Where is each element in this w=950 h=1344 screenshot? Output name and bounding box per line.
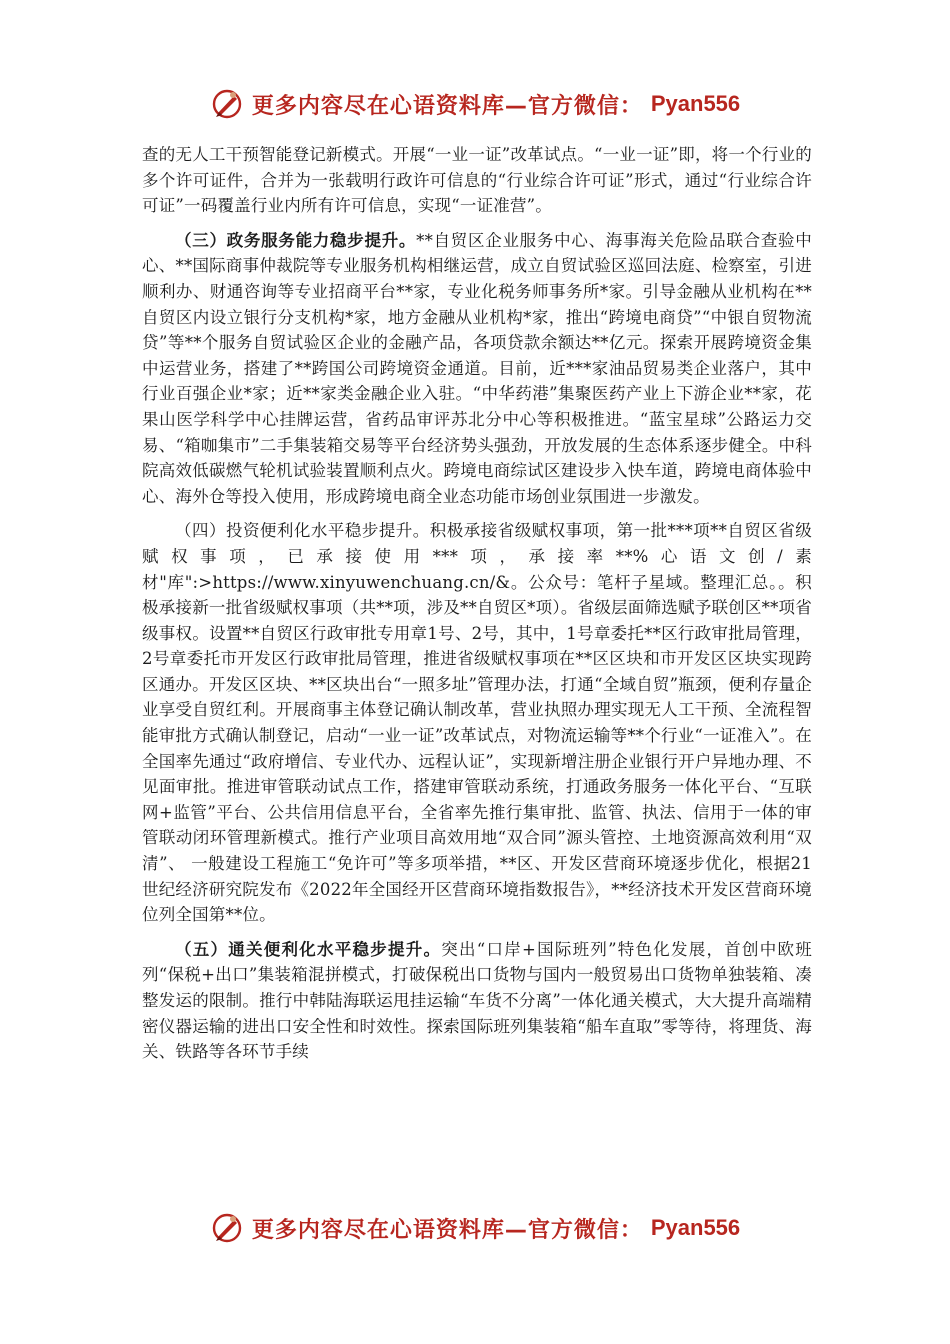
section-heading-3: （三）政务服务能力稳步提升。 (175, 230, 417, 250)
watermark-text: 更多内容尽在心语资料库—官方微信： (251, 93, 643, 119)
paragraph-4-text: 突出“口岸+国际班列”特色化发展，首创中欧班列“保税+出口”集装箱混拼模式，打破保税出口货物与国内一般贸易出口货物单独装箱、凑整发运的限制。推行中韩陆海联运甩挂运输“车货不分离”一体化通关模式，大大提升高端精密仪器运输的进出口安全性和时效性。探索国际班列集装箱“船车直取”零等待，将理货、海关、铁路等各环节手续 (142, 939, 812, 1062)
paragraph-1-text: 查的无人工干预智能登记新模式。开展“一业一证”改革试点。“一业一证”即，将一个行业的多个许可证件，合并为一张载明行政许可信息的“行业综合许可证”形式，通过“行业综合许可证”一码覆盖行业内所有许可信息，实现“一证准营”。 (142, 145, 812, 216)
document-body (142, 142, 812, 1065)
paragraph-3-text: （四）投资便利化水平稳步提升。积极承接省级赋权事项，第一批***项**自贸区省级赋权事项，已承接使用***项，承接率**%心语文创/素材"库":>https://www.xinyuwenchuang.cn/&。公众号：笔杆子星域。整理汇总。。积极承接新一批省级赋权事项（共**项，涉及**自贸区*项）。省级层面筛选赋予联创区**项省级事权。设置**自贸区行政审批专用章1号、2号，其中，1号章委托**区行政审批局管理，2号章委托市开发区行政审批局管理，推进省级赋权事项在**区区块和市开发区区块实现跨区通办。开发区区块、**区块出台“一照多址”管理办法，打通“全域自贸”瓶颈，便利存量企业享受自贸红利。开展商事主体登记确认制改革，营业执照办理实现无人工干预、全流程智能审批方式确认制登记，启动“一业一证”改革试点，对物流运输等**个行业“一证准入”。在全国率先通过“政府增信、专业代办、远程认证”，实现新增注册企业银行开户异地办理、不见面审批。推进审管联动试点工作，搭建审管联动系统，打通政务服务一体化平台、“互联网+监管”平台、公共信用信息平台，全省率先推行集审批、监管、执法、信用于一体的审管联动闭环管理新模式。推行产业项目高效用地“双合同”源头管控、土地资源高效利用“双清”、 一般建设工程施工“免许可”等多项举措，**区、开发区营商环境逐步优化，根据21世纪经济研究院发布《2022年全国经开区营商环境指数报告》，**经济技术开发区营商环境位列全国第**位。 (142, 521, 812, 925)
paragraph-2-text: **自贸区企业服务中心、海事海关危险品联合查验中心、**国际商事仲裁院等专业服务机构相继运营，成立自贸试验区巡回法庭、检察室，引进顺利办、财通咨询等专业招商平台**家，专业化税务师事务所*家。引导金融从业机构在**自贸区内设立银行分支机构*家，地方金融从业机构*家，推出“跨境电商贷”“中银自贸物流贷”等**个服务自贸试验区企业的金融产品，各项贷款余额达**亿元。探索开展跨境资金集中运营业务，搭建了**跨国公司跨境资金通道。目前，近***家油品贸易类企业落户，其中行业百强企业*家；近**家类金融企业入驻。“中华药港”集聚医药产业上下游企业**家，花果山医学科学中心挂牌运营，省药品审评苏北分中心等积极推进。“蓝宝星球”公路运力交易、“箱咖集市”二手集装箱交易等平台经济势头强劲，开放发展的生态体系逐步健全。中科院高效低碳燃气轮机试验装置顺利点火。跨境电商综试区建设步入快车道，跨境电商体验中心、海外仓等投入使用，形成跨境电商全业态功能市场创业氛围进一步激发。 (142, 230, 812, 506)
section-heading-5: （五）通关便利化水平稳步提升。 (175, 939, 442, 959)
paragraph-1 (142, 142, 812, 219)
paragraph-3 (142, 518, 812, 928)
paragraph-4 (142, 937, 812, 1065)
watermark-account: Pyan556 (650, 1215, 741, 1240)
watermark-account: Pyan556 (650, 91, 741, 116)
watermark-header (0, 84, 950, 124)
watermark-text: 更多内容尽在心语资料库—官方微信： (251, 1217, 643, 1243)
watermark-footer (0, 1208, 950, 1248)
pen-logo-icon (210, 1211, 244, 1245)
paragraph-2 (142, 228, 812, 510)
pen-logo-icon (210, 87, 244, 121)
